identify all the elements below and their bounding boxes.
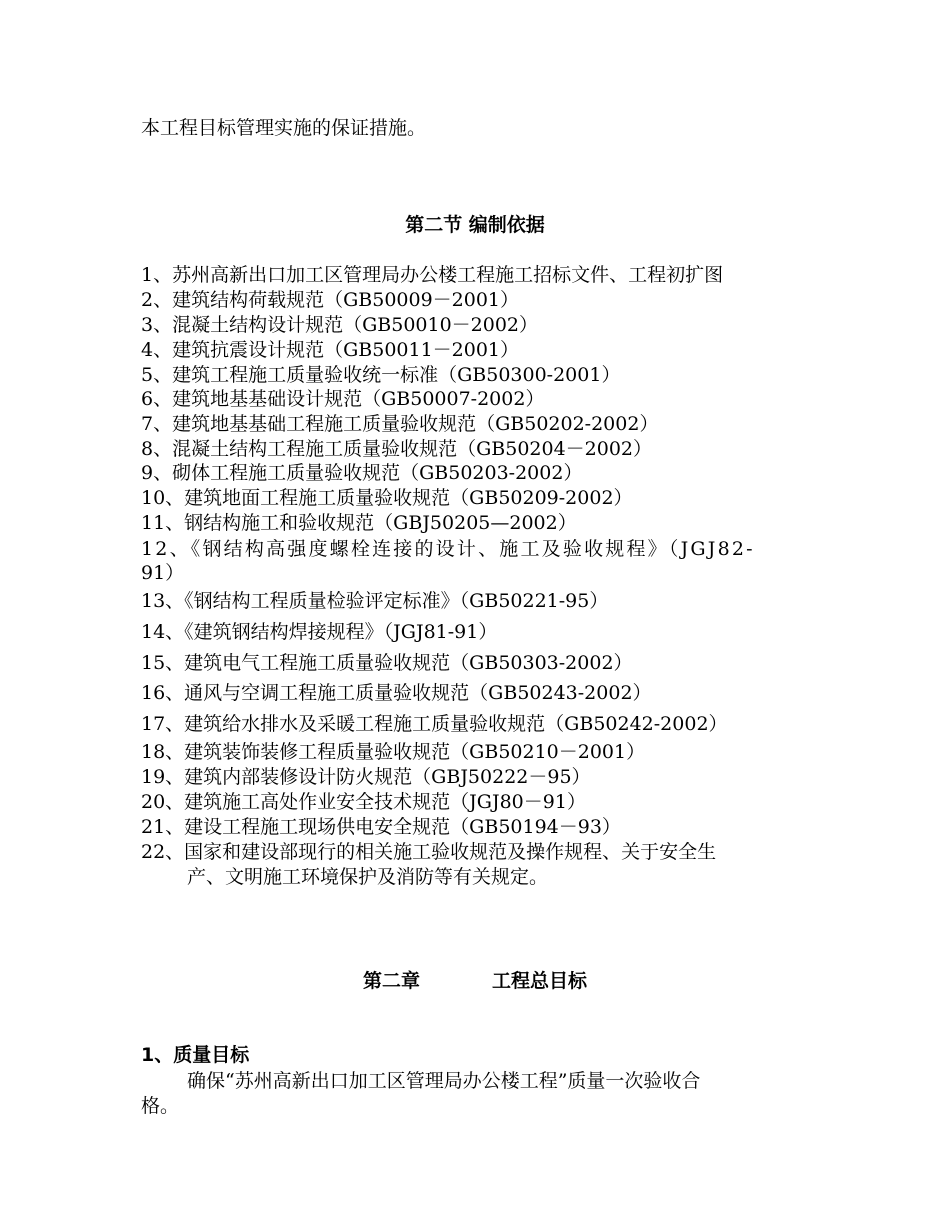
- reference-item: 17、建筑给水排水及采暖工程施工质量验收规范（GB50242-2002）: [141, 713, 728, 735]
- reference-item: 8、混凝土结构工程施工质量验收规范（GB50204－2002）: [141, 438, 653, 460]
- reference-item: 4、建筑抗震设计规范（GB50011－2001）: [141, 339, 520, 361]
- reference-item-continued: 91）: [141, 562, 185, 584]
- reference-item: 1、苏州高新出口加工区管理局办公楼工程施工招标文件、工程初扩图: [141, 264, 724, 286]
- reference-item: 11、钢结构施工和验收规范（GBJ50205—2002）: [141, 512, 577, 534]
- reference-item: 14、《建筑钢结构焊接规程》（JGJ81-91）: [141, 621, 498, 643]
- chapter-label: 第二章: [362, 970, 420, 992]
- reference-item: 20、建筑施工高处作业安全技术规范（JGJ80－91）: [141, 791, 586, 813]
- reference-item: 15、建筑电气工程施工质量验收规范（GB50303-2002）: [141, 652, 633, 674]
- reference-item: 7、建筑地基基础工程施工质量验收规范（GB50202-2002）: [141, 413, 659, 435]
- chapter-heading: [0, 969, 950, 993]
- quality-text: 确保“苏州高新出口加工区管理局办公楼工程”质量一次验收合: [187, 1070, 701, 1092]
- reference-item: 9、砌体工程施工质量验收规范（GB50203-2002）: [141, 462, 583, 484]
- reference-item: 5、建筑工程施工质量验收统一标准（GB50300-2001）: [141, 364, 621, 386]
- chapter-title: 工程总目标: [492, 970, 588, 992]
- reference-item: 10、建筑地面工程施工质量验收规范（GB50209-2002）: [141, 487, 633, 509]
- reference-item: 19、建筑内部装修设计防火规范（GBJ50222－95）: [141, 766, 591, 788]
- section-title: 第二节 编制依据: [405, 214, 545, 236]
- reference-item: 12、《钢结构高强度螺栓连接的设计、施工及验收规程》（JGJ82-: [141, 538, 755, 560]
- reference-item: 18、建筑装饰装修工程质量验收规范（GB50210－2001）: [141, 741, 646, 763]
- reference-item: 13、《钢结构工程质量检验评定标准》（GB50221-95）: [141, 590, 609, 612]
- reference-item: 21、建设工程施工现场供电安全规范（GB50194－93）: [141, 816, 621, 838]
- reference-item: 2、建筑结构荷载规范（GB50009－2001）: [141, 289, 520, 311]
- reference-item: 6、建筑地基基础设计规范（GB50007-2002）: [141, 388, 545, 410]
- reference-item-continued: 产、文明施工环境保护及消防等有关规定。: [187, 866, 549, 888]
- reference-item: 16、通风与空调工程施工质量验收规范（GB50243-2002）: [141, 682, 652, 704]
- reference-item: 22、国家和建设部现行的相关施工验收规范及操作规程、关于安全生: [141, 841, 717, 863]
- quality-text-continued: 格。: [141, 1095, 180, 1117]
- intro-line: 本工程目标管理实施的保证措施。: [141, 117, 427, 139]
- reference-item: 3、混凝土结构设计规范（GB50010－2002）: [141, 314, 539, 336]
- quality-heading: 1、质量目标: [141, 1044, 250, 1066]
